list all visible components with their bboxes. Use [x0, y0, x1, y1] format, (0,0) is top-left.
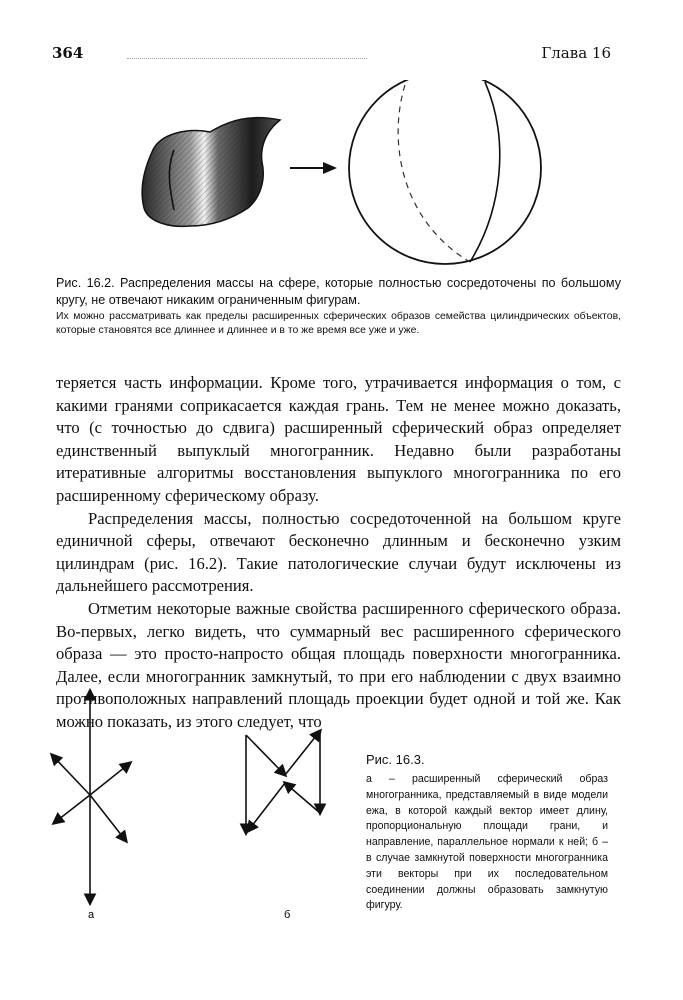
figure-16-3-title: Рис. 16.3.	[366, 752, 425, 767]
scan-noise-divider	[127, 58, 367, 61]
main-text	[56, 372, 621, 734]
running-header	[52, 44, 611, 66]
figure-16-3	[30, 683, 370, 933]
figure-16-2	[130, 80, 550, 280]
cylinder-shape	[142, 118, 280, 227]
hedgehog-model	[52, 691, 130, 903]
figure-16-3-caption: а – расширенный сферический образ многогранника, представляемый в виде модели ежа, в которой каждый вектор имеет длину, пропорциональную площади грани, и направление, параллельное нормали к ней; б – в случае замкнутой поверхности многогранника эти векторы при их последовательном соединении должны образовать замкнутую фигуру.	[366, 773, 608, 912]
page-number: 364	[52, 44, 84, 62]
closed-vector-chain	[246, 731, 320, 833]
figure-16-2-caption: Рис. 16.2. Распределения массы на сфере, которые полностью сосредоточены по большому кругу, не отвечают никаким ограниченным фигурам.	[56, 276, 621, 307]
paragraph: Распределения массы, полностью сосредоточенной на большом круге единичной сферы, отвечают бесконечно длинным и бесконечно узким цилиндрам (рис. 16.2). Такие патологические случаи будут исключены из дальнейшего рассмотрения.	[56, 508, 621, 596]
figure-16-2-note: Их можно рассматривать как пределы расширенных сферических образов семейства цилиндрических объектов, которые становятся все длиннее и длиннее и в то же время все уже и уже.	[56, 311, 621, 336]
arrow-right-icon	[290, 162, 337, 174]
panel-label-a: а	[88, 909, 95, 921]
paragraph: Отметим некоторые важные свойства расширенного сферического образа. Во-первых, легко видеть, что суммарный вес расширенного сферического образа — это просто-напросто общая площадь поверхности многогранника. Далее, если многогранник замкнутый, то при его наблюдении с двух взаимно противоположных направлений площадь проекции будет одной и той же. Как можно показать, из этого следует, что	[56, 598, 621, 731]
chapter-title: Глава 16	[541, 44, 611, 62]
unit-sphere	[349, 80, 541, 264]
paragraph: теряется часть информации. Кроме того, утрачивается информация о том, с какими гранями соприкасается каждая грань. Тем не менее можно доказать, что (с точностью до сдвига) расширенный сферический образ определяет единственный выпуклый многогранник. Недавно были разработаны итеративные алгоритмы восстановления выпуклого многогранника по его расширенному сферическому образу.	[56, 373, 621, 505]
panel-label-b: б	[284, 909, 291, 921]
